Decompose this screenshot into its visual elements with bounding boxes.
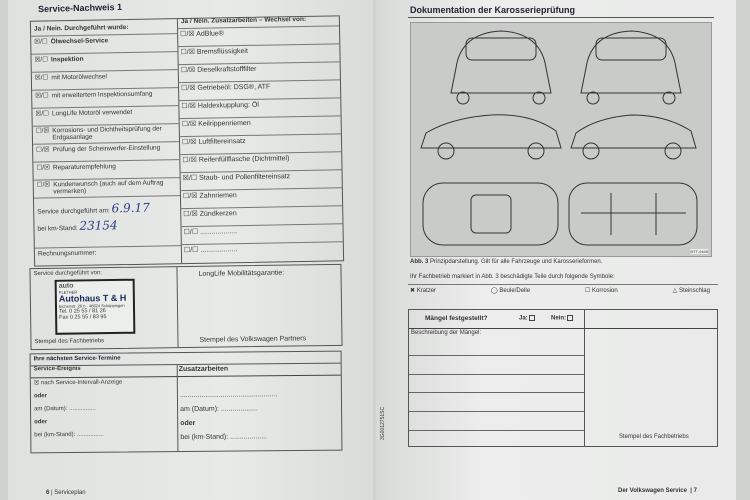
- checkbox-pair[interactable]: ☐/☒: [36, 164, 50, 172]
- checkbox-pair[interactable]: ☐/☒: [181, 84, 196, 93]
- right-header: Ja / Nein. Zusatzarbeiten – Wechsel von:: [180, 15, 307, 26]
- vw-stamp-label: Stempel des Volkswagen Partners: [199, 335, 307, 344]
- row-label: LongLife Motoröl verwendet: [51, 108, 133, 118]
- figure-code: BTT-0449: [690, 249, 708, 254]
- page-title: Service-Nachweis 1: [37, 1, 123, 15]
- car-diagram: [410, 22, 712, 257]
- row-label: Korrosions- und Dichtheitsprüfung der Erdgasanlage: [52, 125, 162, 142]
- checkbox-pair[interactable]: ☒/☐: [182, 174, 198, 183]
- dealer-stamp: auto PLETHER Autohaus T & H Eichenstr. 26 b · 48624 Schöppingen Tel. 0 25 55 / 81 26 Fax 0 25 55 / 83 95: [55, 279, 136, 335]
- symbol-item: ☐ Korrosion: [585, 288, 618, 294]
- checkbox-pair[interactable]: ☐/☒: [181, 120, 197, 129]
- row-label: Bremsflüssigkeit: [196, 47, 248, 56]
- yes-checkbox[interactable]: [529, 315, 535, 321]
- row-label: AdBlue®: [196, 30, 224, 38]
- footer: 6 | Serviceplan: [46, 490, 86, 496]
- table-row: [181, 241, 343, 262]
- checkbox-pair[interactable]: ☐/☒: [182, 156, 197, 165]
- row-label: Ölwechsel-Service: [50, 37, 109, 46]
- next-service-line: ☒ nach Service-Intervall-Anzeige: [33, 379, 123, 387]
- checkbox-pair[interactable]: ☒/☐: [35, 92, 49, 100]
- right-page: [376, 0, 736, 500]
- symbol-item: ◯ Beule/Delle: [490, 288, 531, 294]
- row-label: Kundenwunsch (auch auf dem Auftrag vermerken): [53, 179, 164, 196]
- checkbox-pair[interactable]: ☐/☒: [180, 66, 196, 75]
- row-label: ...................: [199, 228, 238, 236]
- car-top-view: [423, 183, 558, 245]
- invoice-row: [35, 245, 181, 262]
- next-service-line: am (Datum): ................: [34, 405, 96, 413]
- instruction: Ihr Fachbetrieb markiert in Abb. 3 beschädigte Teile durch folgende Symbole:: [410, 274, 615, 280]
- next-service-line: oder: [34, 419, 48, 426]
- checkbox-pair[interactable]: ☐/☒: [181, 102, 196, 111]
- checkbox-pair[interactable]: ☐/☒: [35, 127, 50, 135]
- checkbox-pair[interactable]: ☐/☐: [183, 246, 199, 255]
- row-label: Prüfung der Scheinwerfer-Einstellung: [52, 144, 161, 154]
- service-info-row: [34, 195, 181, 248]
- checkbox-pair[interactable]: ☒/☐: [34, 74, 49, 82]
- stamp-label: Stempel des Fachbetriebs: [619, 434, 689, 440]
- checkbox-pair[interactable]: ☒/☐: [34, 56, 49, 64]
- symbol-item: △ Steinschlag: [672, 288, 710, 294]
- performed-by-label: Service durchgeführt von:: [33, 270, 102, 278]
- row-label: Keilrippenriemen: [198, 119, 251, 128]
- checkbox-pair[interactable]: ☐/☒: [181, 138, 197, 147]
- km-value: 23154: [79, 218, 118, 233]
- checkbox-pair[interactable]: ☒/☐: [34, 38, 48, 46]
- row-label: Haldexkupplung: Öl: [197, 101, 259, 110]
- footer: Der Volkswagen Service | 7: [618, 488, 697, 494]
- car-side-left: [421, 115, 561, 159]
- car-front-view: [581, 31, 681, 104]
- row-label: Getriebeöl: DSG®, ATF: [197, 83, 271, 92]
- row-label: Inspektion: [50, 55, 84, 64]
- symbol-item: ✖ Kratzer: [410, 288, 437, 294]
- additional-work-line: ..................................................: [179, 391, 278, 400]
- additional-work-line: bei (km-Stand): ...................: [180, 433, 268, 442]
- next-service-table: Ihre nächsten Service-Termine Service-Ereignis Zusatzarbeiten ☒ nach Service-Intervall-Anzeige oder am (Datum): ................ oder bei (km-Stand): ................ .................................................. am (Datum): ................... oder bei (km-Stand): ...................: [30, 351, 343, 454]
- no-checkbox[interactable]: [567, 315, 573, 321]
- row-label: mit Motorölwechsel: [51, 73, 108, 82]
- row-label: Zündkerzen: [199, 210, 237, 218]
- checkbox-pair[interactable]: ☐/☒: [183, 210, 198, 219]
- stamp-section: [29, 264, 342, 350]
- invoice-label: Rechnungsnummer:: [37, 249, 97, 258]
- car-rear-view: [451, 31, 551, 104]
- date-label: Service durchgeführt am:: [37, 207, 110, 216]
- row-label: Reparaturempfehlung: [52, 163, 116, 172]
- figure-caption: Abb. 3 Prinzipdarstellung. Gilt für alle Fahrzeuge und Karosserieformen.: [410, 259, 603, 265]
- yes-label: Ja:: [519, 315, 528, 322]
- row-label: Staub- und Pollenfiltereinsatz: [199, 173, 291, 182]
- longlife-label: LongLife Mobilitätsgarantie:: [198, 269, 285, 278]
- additional-work-line: am (Datum): ...................: [180, 405, 258, 414]
- defects-table: [408, 309, 718, 447]
- service-date: 6.9.17: [111, 200, 150, 216]
- stamp-label: Stempel des Fachbetriebs: [34, 338, 105, 346]
- no-label: Nein:: [551, 315, 566, 322]
- checkbox-pair[interactable]: ☐/☒: [180, 48, 196, 57]
- checkbox-pair[interactable]: ☐/☒: [36, 146, 50, 154]
- symbol-legend: [410, 287, 710, 294]
- row-label: Luftfiltereinsatz: [198, 137, 246, 146]
- next-service-line: oder: [33, 393, 47, 400]
- defects-question: Mängel festgestellt?: [425, 315, 488, 322]
- next-service-line: bei (km-Stand): ................: [34, 431, 104, 439]
- checkbox-pair[interactable]: ☐/☒: [182, 192, 198, 201]
- additional-work-line: oder: [180, 419, 196, 428]
- checkbox-pair[interactable]: ☐/☐: [183, 228, 199, 237]
- description-label: Beschreibung der Mängel:: [411, 330, 482, 336]
- left-page: [8, 0, 373, 500]
- page-title: Dokumentation der Karosserieprüfung: [410, 5, 576, 15]
- checkbox-pair[interactable]: ☒/☐: [35, 110, 50, 118]
- km-label: bei km-Stand:: [37, 224, 78, 233]
- row-label: mit erweitertem Inspektionsumfang: [51, 90, 153, 100]
- row-label: Zahnriemen: [199, 192, 237, 200]
- service-table: [30, 15, 344, 266]
- checkbox-pair[interactable]: ☐/☒: [36, 181, 51, 189]
- row-label: Dieselkraftstofffilter: [197, 65, 257, 74]
- side-code: 3G0012751SC: [380, 406, 386, 440]
- car-side-right: [571, 115, 696, 159]
- car-underside-view: [569, 183, 697, 245]
- row-label: Reifenfüllflasche (Dichtmittel): [198, 155, 290, 164]
- left-header: Ja / Nein. Durchgeführt wurde:: [33, 24, 129, 33]
- row-label: ...................: [200, 246, 238, 254]
- checkbox-pair[interactable]: ☐/☒: [180, 30, 195, 39]
